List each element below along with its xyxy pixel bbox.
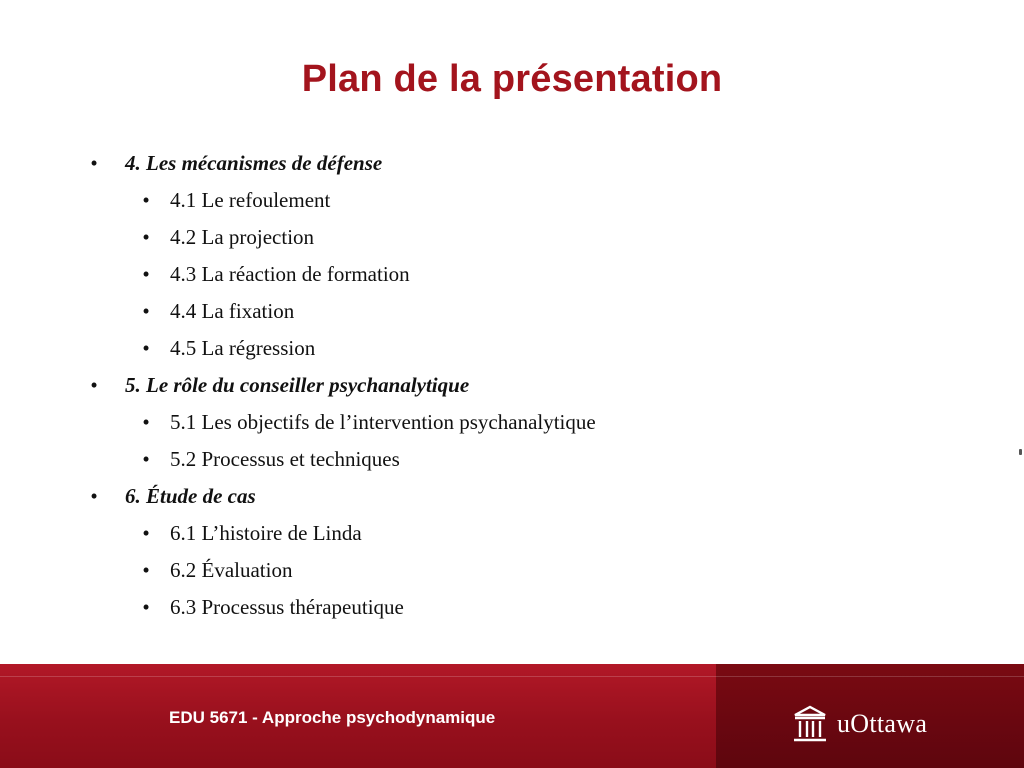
bullet-icon: • [142,188,150,212]
bullet-icon: • [142,447,150,471]
list-item [84,219,984,256]
bullet-icon: • [142,299,150,323]
list-item [84,182,984,219]
bullet-icon: • [90,373,98,397]
bullet-icon: • [142,262,150,286]
bullet-icon: • [142,225,150,249]
section-heading [84,478,984,515]
bullet-icon: • [142,410,150,434]
list-item [84,404,984,441]
section-heading-text: 6. Étude de cas [125,484,256,508]
bullet-icon: • [142,558,150,582]
slide-title: Plan de la présentation [301,58,723,100]
list-item-text: 4.3 La réaction de formation [170,262,410,286]
section-heading [84,145,984,182]
bullet-icon: • [142,336,150,360]
sub-list [84,404,984,478]
list-item [84,552,984,589]
list-item-text: 6.3 Processus thérapeutique [170,595,404,619]
footer-bar [0,664,1024,768]
logo-text: uOttawa [837,709,928,738]
outline-section [84,367,984,478]
section-heading [84,367,984,404]
list-item [84,330,984,367]
bullet-icon: • [142,595,150,619]
list-item-text: 4.1 Le refoulement [170,188,331,212]
list-item-text: 4.2 La projection [170,225,315,249]
bullet-icon: • [90,484,98,508]
uottawa-logo [792,702,927,746]
list-item-text: 4.4 La fixation [170,299,295,323]
outline-section [84,145,984,367]
list-item-text: 5.2 Processus et techniques [170,447,400,471]
section-heading-text: 5. Le rôle du conseiller psychanalytique [125,373,470,397]
list-item [84,256,984,293]
list-item [84,589,984,626]
outline-list [84,145,984,626]
bullet-icon: • [90,151,98,175]
list-item [84,515,984,552]
sub-list [84,515,984,626]
list-item [84,293,984,330]
course-label: EDU 5671 - Approche psychodynamique [169,708,496,727]
sub-list [84,182,984,367]
list-item-text: 6.1 L’histoire de Linda [170,521,362,545]
footer-left-panel [0,664,716,768]
list-item-text: 5.1 Les objectifs de l’intervention psychanalytique [170,410,596,434]
list-item-text: 4.5 La régression [170,336,316,360]
university-building-icon [792,704,828,744]
list-item [84,441,984,478]
section-heading-text: 4. Les mécanismes de défense [125,151,383,175]
edge-mark [1019,449,1022,455]
outline-section [84,478,984,626]
bullet-icon: • [142,521,150,545]
footer-divider [0,676,1024,677]
list-item-text: 6.2 Évaluation [170,558,293,582]
